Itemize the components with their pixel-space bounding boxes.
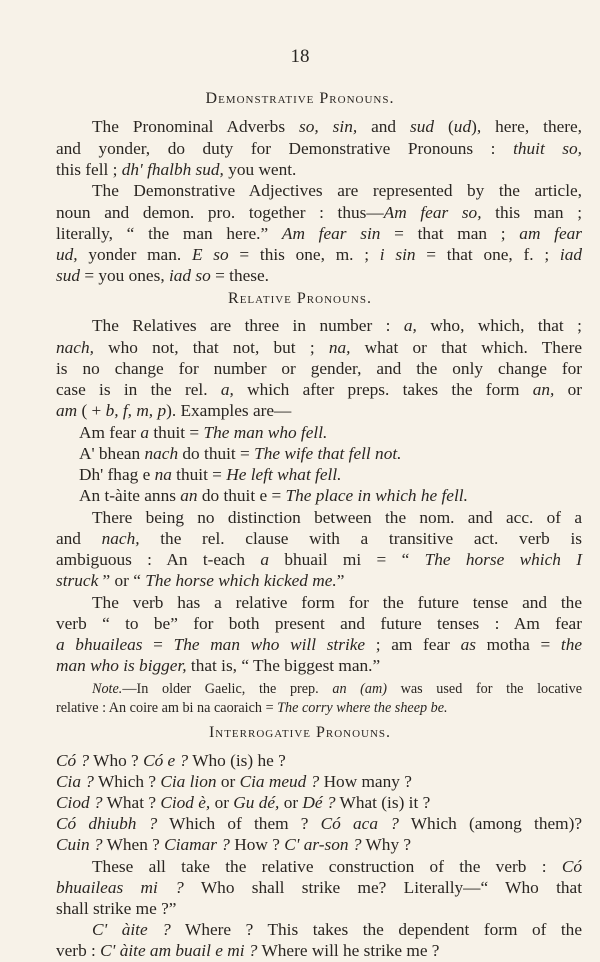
example-line: Am fear a thuit = The man who fell.	[79, 423, 328, 442]
text-line: These all take the relative construction of the verb : Có	[92, 857, 582, 876]
text-line: nach, who not, that not, but ; na, what or that which. There	[56, 338, 582, 357]
text-line: and yonder, do duty for Demonstrative Pronouns : thuit so,	[56, 139, 582, 158]
table-row: Cuin ? When ? Ciamar ? How ? C' ar-son ? Why ?	[56, 835, 412, 854]
text-line: ambiguous : An t-each a bhuail mi = “ The horse which I	[56, 550, 582, 569]
table-row: Cia ? Which ? Cia lion or Cia meud ? How many ?	[56, 772, 412, 791]
example-line: A' bhean nach do thuit = The wife that fell not.	[79, 444, 402, 463]
text-line: There being no distinction between the nom. and acc. of a	[92, 508, 582, 527]
text-line: The verb has a relative form for the future tense and the	[92, 593, 582, 612]
text-line: literally, “ the man here.” Am fear sin = that man ; am fear	[56, 224, 582, 243]
example-line: Dh' fhag e na thuit = He left what fell.	[79, 465, 342, 484]
section-heading-interrogative: Interrogative Pronouns.	[208, 724, 392, 741]
text-line: this fell ; dh' fhalbh sud, you went.	[56, 160, 297, 179]
text-line: bhuaileas mi ? Who shall strike me? Literally—“ Who that	[56, 878, 583, 897]
section-heading-relative: Relative Pronouns.	[228, 290, 372, 307]
text-line: sud = you ones, iad so = these.	[56, 266, 269, 285]
text-line: is no change for number or gender, and the only change for	[56, 359, 582, 378]
table-row: Có dhiubh ? Which of them ? Có aca ? Which (among them)?	[56, 814, 582, 833]
text-line: C' àite ? Where ? This takes the dependent form of the	[92, 920, 582, 939]
text-line: The Relatives are three in number : a, who, which, that ;	[92, 316, 582, 335]
text-line: shall strike me ?”	[56, 899, 177, 918]
note-line: relative : An coire am bi na caoraich = The corry where the sheep be.	[56, 700, 448, 716]
text-line: man who is bigger, that is, “ The biggest man.”	[56, 656, 381, 675]
note-line: Note.—In older Gaelic, the prep. an (am) was used for the locative	[92, 681, 582, 697]
text-line: verb “ to be” for both present and future tenses : Am fear	[56, 614, 582, 633]
example-line: An t-àite anns an do thuit e = The place in which he fell.	[79, 486, 468, 505]
text-line: verb : C' àite am buail e mi ? Where will he strike me ?	[56, 941, 440, 960]
table-row: Có ? Who ? Có e ? Who (is) he ?	[56, 751, 286, 770]
text-line: The Pronominal Adverbs so, sin, and sud (ud), here, there,	[92, 117, 582, 136]
section-heading-demonstrative: Demonstrative Pronouns.	[205, 90, 395, 107]
text-line: struck ” or “ The horse which kicked me.”	[56, 571, 345, 590]
text-line: a bhuaileas = The man who will strike ; am fear as motha = the	[56, 635, 583, 654]
text-line: and nach, the rel. clause with a transitive act. verb is	[56, 529, 582, 548]
table-row: Ciod ? What ? Ciod è, or Gu dé, or Dé ? What (is) it ?	[56, 793, 431, 812]
page-number: 18	[290, 46, 310, 67]
text-line: noun and demon. pro. together : thus—Am fear so, this man ;	[56, 203, 583, 222]
text-line: am ( + b, f, m, p). Examples are—	[56, 401, 292, 420]
text-line: The Demonstrative Adjectives are represented by the article,	[92, 181, 582, 200]
text-line: ud, yonder man. E so = this one, m. ; i sin = that one, f. ; iad	[56, 245, 582, 264]
text-line: case is in the rel. a, which after preps. takes the form an, or	[56, 380, 583, 399]
